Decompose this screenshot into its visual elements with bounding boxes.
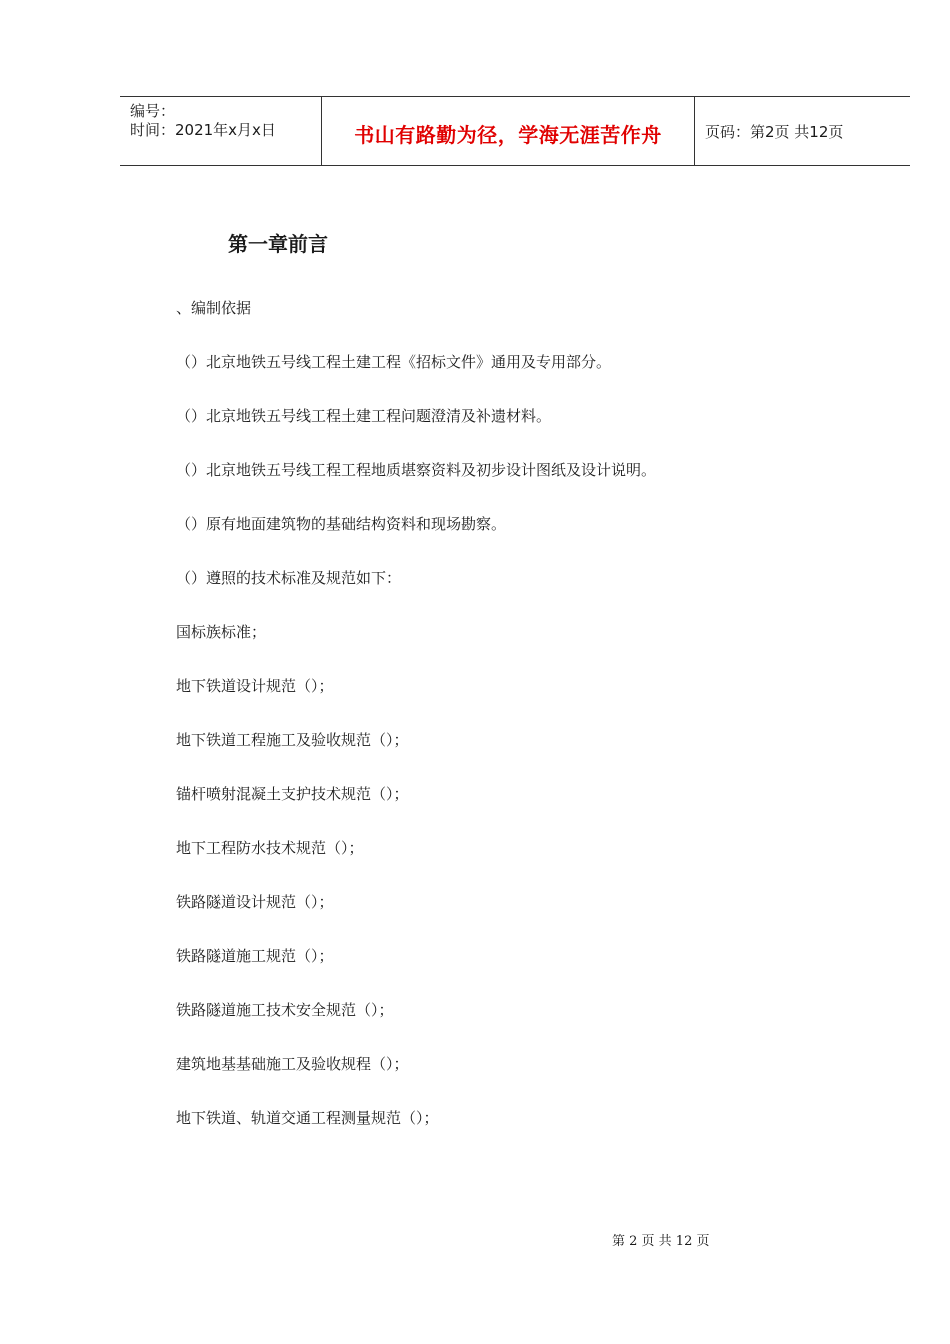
standard-item: 建筑地基基础施工及验收规程（）；	[176, 1055, 409, 1073]
document-number-label: 编号：	[130, 102, 176, 120]
standard-item: 铁路隧道设计规范（）；	[176, 893, 334, 911]
section-heading: 、编制依据	[176, 299, 252, 317]
header-meta-cell	[120, 97, 322, 165]
paragraph-line: （）北京地铁五号线工程土建工程《招标文件》通用及专用部分。	[176, 353, 612, 371]
document-time-label: 时间：2021年x月x日	[130, 121, 276, 139]
paragraph-line: （）原有地面建筑物的基础结构资料和现场勘察。	[176, 515, 507, 533]
standard-item: 地下铁道、轨道交通工程测量规范（）；	[176, 1109, 439, 1127]
header-page-info: 页码：第2页 共12页	[705, 123, 844, 141]
standard-item: 地下工程防水技术规范（）；	[176, 839, 364, 857]
page-header	[120, 96, 910, 166]
header-motto-cell	[322, 97, 695, 165]
standard-item: 地下铁道设计规范（）；	[176, 677, 334, 695]
standard-item: 地下铁道工程施工及验收规范（）；	[176, 731, 409, 749]
paragraph-line: （）北京地铁五号线工程工程地质堪察资料及初步设计图纸及设计说明。	[176, 461, 657, 479]
standard-item: 锚杆喷射混凝土支护技术规范（）；	[176, 785, 409, 803]
paragraph-line: （）北京地铁五号线工程土建工程问题澄清及补遗材料。	[176, 407, 552, 425]
standard-item: 铁路隧道施工规范（）；	[176, 947, 334, 965]
standard-item: 铁路隧道施工技术安全规范（）；	[176, 1001, 394, 1019]
header-motto: 书山有路勤为径，学海无涯苦作舟	[354, 123, 662, 147]
chapter-title: 第一章前言	[228, 232, 328, 256]
header-page-cell	[695, 97, 910, 165]
page-footer: 第 2 页 共 12 页	[612, 1234, 710, 1249]
paragraph-line: 国标族标准；	[176, 623, 267, 641]
paragraph-line: （）遵照的技术标准及规范如下：	[176, 569, 402, 587]
